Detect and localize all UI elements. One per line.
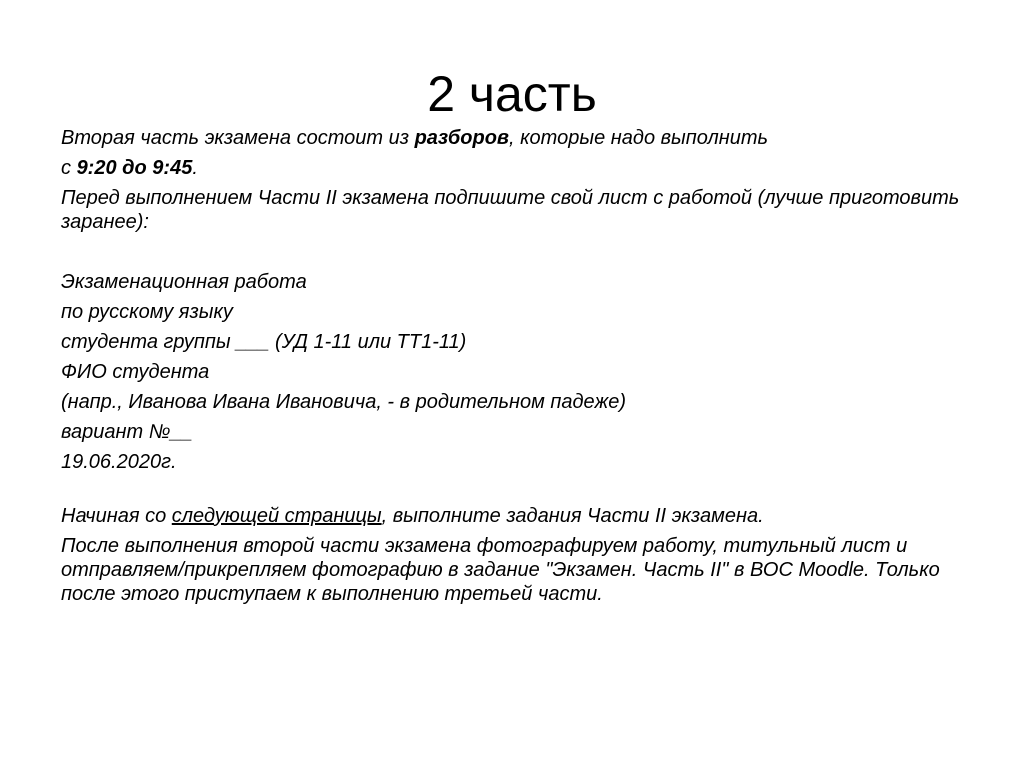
next-page-underlined: следующей страницы	[171, 505, 382, 527]
template-line: (напр., Иванова Ивана Ивановича, - в родительном падеже)	[61, 391, 626, 413]
template-line: вариант №__	[61, 421, 193, 443]
intro-paragraph	[61, 126, 981, 150]
template-line: ФИО студента	[61, 361, 210, 383]
intro-bold-text: разборов	[414, 127, 509, 149]
time-text-after: .	[192, 157, 198, 179]
next-page-text-before: Начиная со	[61, 505, 172, 527]
time-paragraph	[61, 156, 981, 180]
template-line: студента группы ___ (УД 1-11 или ТТ1-11)	[61, 331, 467, 353]
sign-instruction: Перед выполнением Части II экзамена подпишите свой лист с работой (лучше приготовить заранее):	[61, 187, 960, 233]
intro-text-after: , которые надо выполнить	[509, 127, 769, 149]
template-line: Экзаменационная работа	[61, 271, 307, 293]
template-line: 19.06.2020г.	[61, 451, 177, 473]
time-range: 9:20 до 9:45	[76, 157, 193, 179]
slide-body	[61, 126, 981, 606]
upload-instruction: После выполнения второй части экзамена фотографируем работу, титульный лист и отправляем/прикрепляем фотографию в задание "Экзамен. Часть II" в ВОС Moodle. Только после этого приступаем к выполнению третьей части.	[61, 535, 940, 605]
slide-title: 2 часть	[427, 66, 597, 122]
intro-text-before: Вторая часть экзамена состоит из	[61, 127, 415, 149]
time-text-before: с	[61, 157, 77, 179]
next-page-paragraph	[61, 504, 981, 528]
next-page-text-after: , выполните задания Части II экзамена.	[381, 505, 764, 527]
template-line: по русскому языку	[61, 301, 233, 323]
